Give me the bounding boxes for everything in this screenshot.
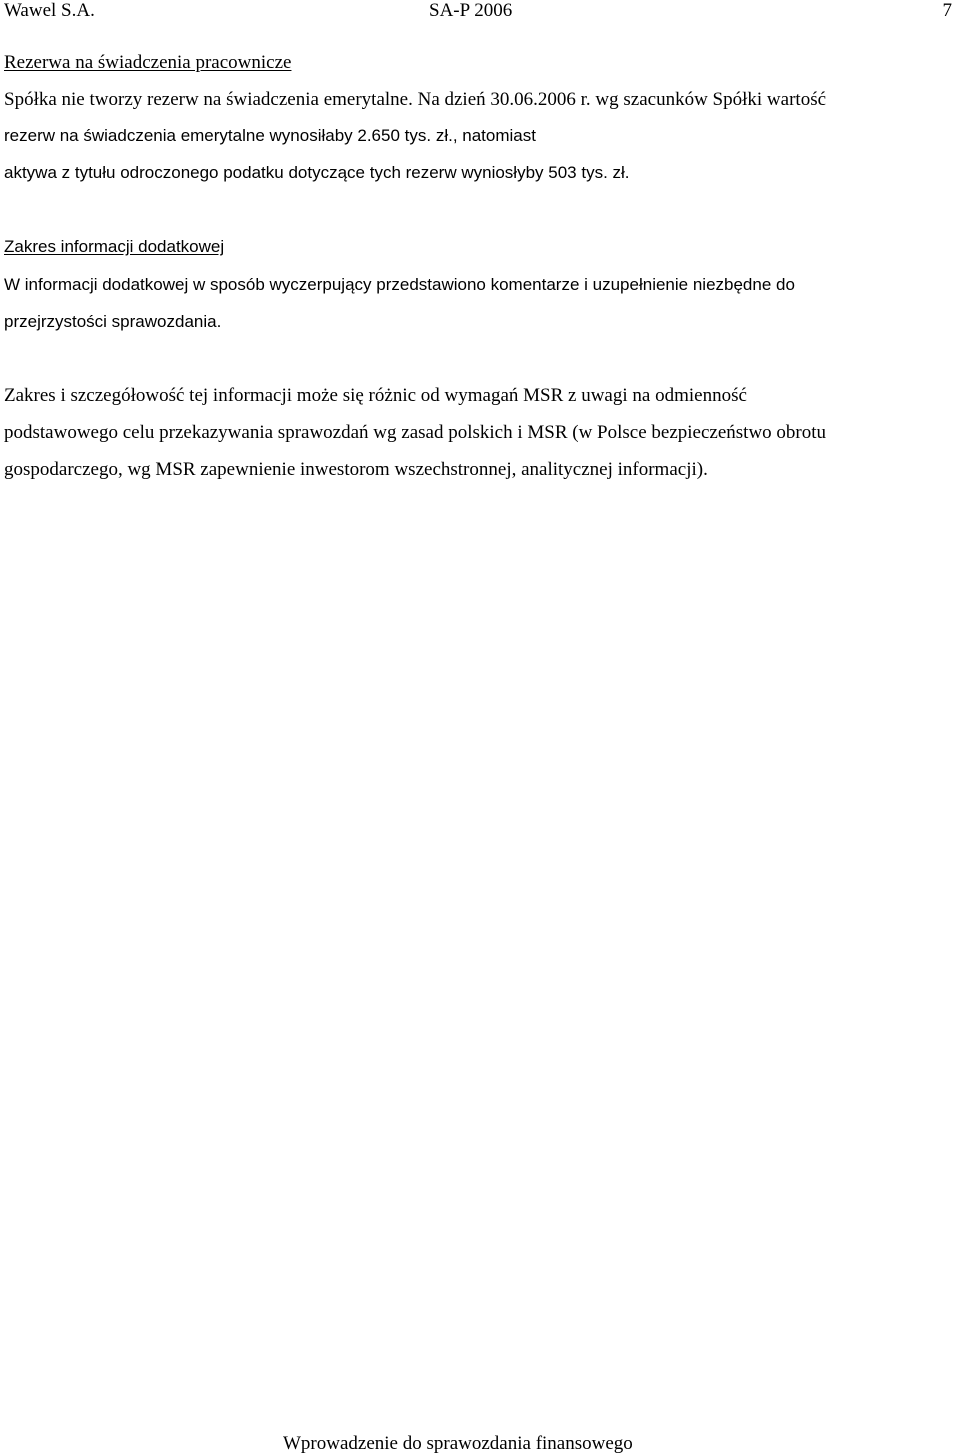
paragraph-line: podstawowego celu przekazywania sprawozdań wg zasad polskich i MSR (w Polsce bezpieczeństwo obrotu <box>4 422 827 443</box>
paragraph-line: Spółka nie tworzy rezerw na świadczenia emerytalne. Na dzień 30.06.2006 r. wg szacunków Spółki wartość <box>4 89 827 110</box>
header-report: SA-P 2006 <box>429 0 513 21</box>
header-company: Wawel S.A. <box>4 0 95 21</box>
paragraph-line: aktywa z tytułu odroczonego podatku dotyczące tych rezerw wyniosłyby 503 tys. zł. <box>4 163 630 182</box>
paragraph-line: rezerw na świadczenia emerytalne wynosiłaby 2.650 tys. zł., natomiast <box>4 126 536 145</box>
section-heading-employee-provisions: Rezerwa na świadczenia pracownicze <box>4 52 292 73</box>
paragraph-line: Zakres i szczegółowość tej informacji może się różnic od wymagań MSR z uwagi na odmienność <box>4 385 747 406</box>
section-heading-additional-info-scope: Zakres informacji dodatkowej <box>4 237 225 256</box>
paragraph-line: gospodarczego, wg MSR zapewnienie inwestorom wszechstronnej, analitycznej informacji). <box>4 459 708 480</box>
footer-text: Wprowadzenie do sprawozdania finansowego <box>283 1433 633 1454</box>
paragraph-line: W informacji dodatkowej w sposób wyczerpujący przedstawiono komentarze i uzupełnienie niezbędne do <box>4 275 795 294</box>
paragraph-line: przejrzystości sprawozdania. <box>4 312 222 331</box>
header-page-number: 7 <box>942 0 952 21</box>
